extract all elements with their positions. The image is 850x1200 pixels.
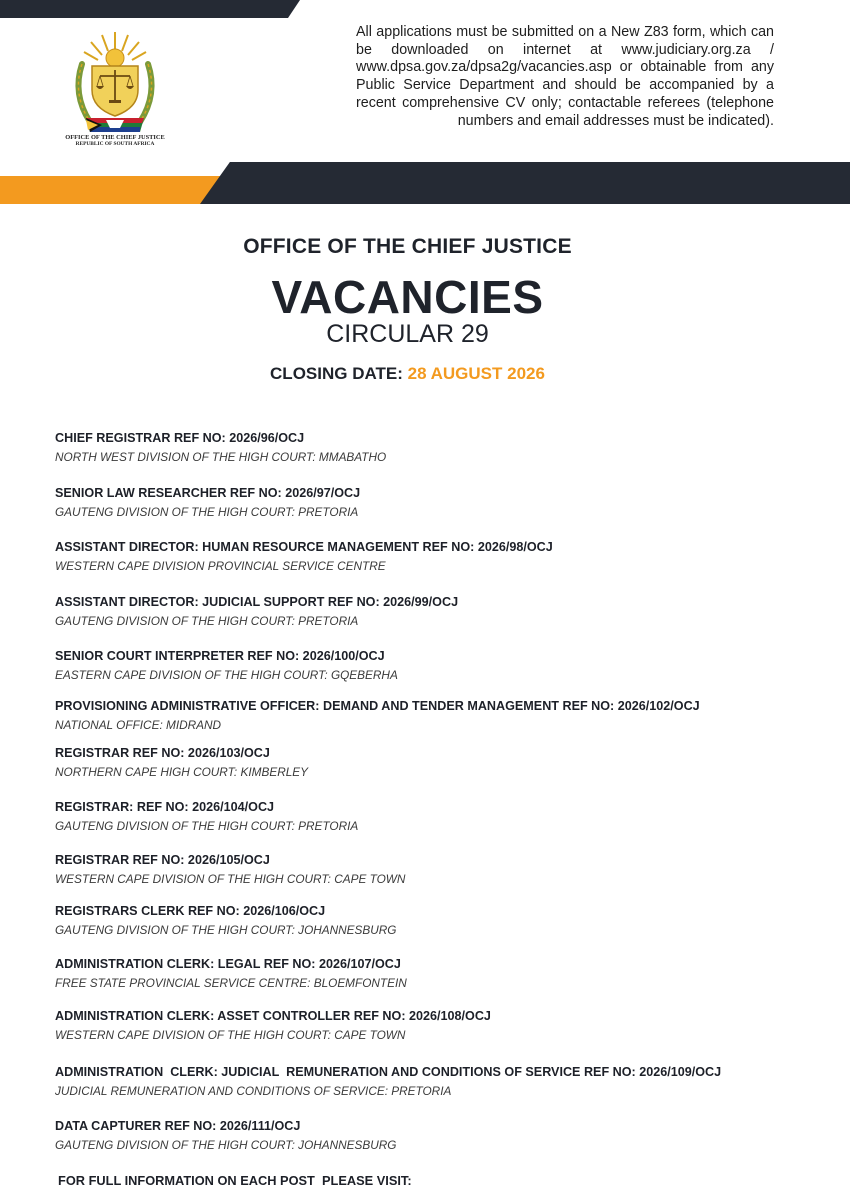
application-instructions: All applications must be submitted on a New Z83 form, which can be downloaded on internet at www.judiciary.org.za / www.dpsa.gov.za/dpsa2g/vacancies.asp or obtainable from any Public Service Department and should be accompanied by a recent comprehensive CV only; contactable referees (telephone numbers and email addresses must be indicated). bbox=[356, 24, 774, 129]
header-band bbox=[0, 162, 850, 204]
crest-caption-line1: OFFICE OF THE CHIEF JUSTICE bbox=[65, 134, 165, 141]
vacancy-item bbox=[55, 799, 815, 834]
vacancy-item bbox=[55, 1064, 815, 1099]
vacancy-title: ADMINISTRATION CLERK: LEGAL REF NO: 2026/107/OCJ bbox=[55, 957, 401, 971]
vacancy-title: PROVISIONING ADMINISTRATIVE OFFICER: DEMAND AND TENDER MANAGEMENT REF NO: 2026/102/OCJ bbox=[55, 699, 700, 713]
vacancy-title: ADMINISTRATION CLERK: ASSET CONTROLLER REF NO: 2026/108/OCJ bbox=[55, 1009, 491, 1023]
circular-number: CIRCULAR 29 bbox=[326, 320, 489, 348]
vacancy-title: CHIEF REGISTRAR REF NO: 2026/96/OCJ bbox=[55, 431, 305, 445]
vacancy-item bbox=[55, 852, 815, 887]
vacancy-location: EASTERN CAPE DIVISION OF THE HIGH COURT: GQEBERHA bbox=[55, 668, 398, 682]
crest-caption bbox=[50, 134, 180, 148]
vacancy-item bbox=[55, 648, 815, 683]
dark-stripe bbox=[200, 162, 850, 204]
crest-caption-line2: REPUBLIC OF SOUTH AFRICA bbox=[75, 141, 155, 148]
coat-of-arms-logo bbox=[62, 24, 168, 148]
vacancy-item bbox=[55, 1008, 815, 1043]
vacancy-location: FREE STATE PROVINCIAL SERVICE CENTRE: BLOEMFONTEIN bbox=[55, 976, 407, 990]
closing-date-label: CLOSING DATE: bbox=[270, 364, 403, 383]
closing-date-line bbox=[0, 364, 815, 384]
vacancy-title: ASSISTANT DIRECTOR: HUMAN RESOURCE MANAGEMENT REF NO: 2026/98/OCJ bbox=[55, 540, 553, 554]
vacancy-title: ASSISTANT DIRECTOR: JUDICIAL SUPPORT REF NO: 2026/99/OCJ bbox=[55, 595, 459, 609]
vacancy-item bbox=[55, 745, 815, 780]
vacancy-location: GAUTENG DIVISION OF THE HIGH COURT: PRETORIA bbox=[55, 819, 359, 833]
vacancy-title: REGISTRAR REF NO: 2026/103/OCJ bbox=[55, 746, 270, 760]
vacancy-location: WESTERN CAPE DIVISION OF THE HIGH COURT: CAPE TOWN bbox=[55, 1028, 406, 1042]
vacancy-title: REGISTRAR: REF NO: 2026/104/OCJ bbox=[55, 800, 275, 814]
vacancy-item bbox=[55, 956, 815, 991]
top-decorative-bar bbox=[0, 0, 300, 18]
page-title: VACANCIES bbox=[271, 271, 544, 323]
vacancy-location: GAUTENG DIVISION OF THE HIGH COURT: JOHANNESBURG bbox=[55, 1138, 397, 1152]
vacancy-location: NORTH WEST DIVISION OF THE HIGH COURT: MMABATHO bbox=[55, 450, 387, 464]
vacancy-item bbox=[55, 1118, 815, 1153]
vacancy-location: WESTERN CAPE DIVISION OF THE HIGH COURT: CAPE TOWN bbox=[55, 872, 406, 886]
vacancy-location: WESTERN CAPE DIVISION PROVINCIAL SERVICE CENTRE bbox=[55, 559, 386, 573]
vacancy-title: DATA CAPTURER REF NO: 2026/111/OCJ bbox=[55, 1119, 301, 1133]
vacancy-location: GAUTENG DIVISION OF THE HIGH COURT: PRETORIA bbox=[55, 614, 359, 628]
vacancy-title: ADMINISTRATION CLERK: JUDICIAL REMUNERATION AND CONDITIONS OF SERVICE REF NO: 2026/109/OCJ bbox=[55, 1065, 722, 1079]
vacancy-item bbox=[55, 430, 815, 465]
vacancy-title: SENIOR COURT INTERPRETER REF NO: 2026/100/OCJ bbox=[55, 649, 385, 663]
vacancy-item bbox=[55, 698, 815, 733]
closing-date-value: 28 AUGUST 2026 bbox=[407, 364, 545, 383]
vacancy-item bbox=[55, 903, 815, 938]
office-title: OFFICE OF THE CHIEF JUSTICE bbox=[243, 235, 572, 258]
vacancy-location: GAUTENG DIVISION OF THE HIGH COURT: PRETORIA bbox=[55, 505, 359, 519]
vacancy-location: NORTHERN CAPE HIGH COURT: KIMBERLEY bbox=[55, 765, 309, 779]
vacancy-title: REGISTRAR REF NO: 2026/105/OCJ bbox=[55, 853, 270, 867]
vacancy-title: SENIOR LAW RESEARCHER REF NO: 2026/97/OCJ bbox=[55, 486, 361, 500]
vacancy-item bbox=[55, 485, 815, 520]
footer-visit-note: FOR FULL INFORMATION ON EACH POST PLEASE VISIT: bbox=[58, 1173, 412, 1188]
vacancy-location: JUDICIAL REMUNERATION AND CONDITIONS OF SERVICE: PRETORIA bbox=[55, 1084, 452, 1098]
vacancy-title: REGISTRARS CLERK REF NO: 2026/106/OCJ bbox=[55, 904, 326, 918]
vacancy-location: GAUTENG DIVISION OF THE HIGH COURT: JOHANNESBURG bbox=[55, 923, 397, 937]
vacancy-item bbox=[55, 594, 815, 629]
vacancy-item bbox=[55, 539, 815, 574]
vacancy-location: NATIONAL OFFICE: MIDRAND bbox=[55, 718, 222, 732]
